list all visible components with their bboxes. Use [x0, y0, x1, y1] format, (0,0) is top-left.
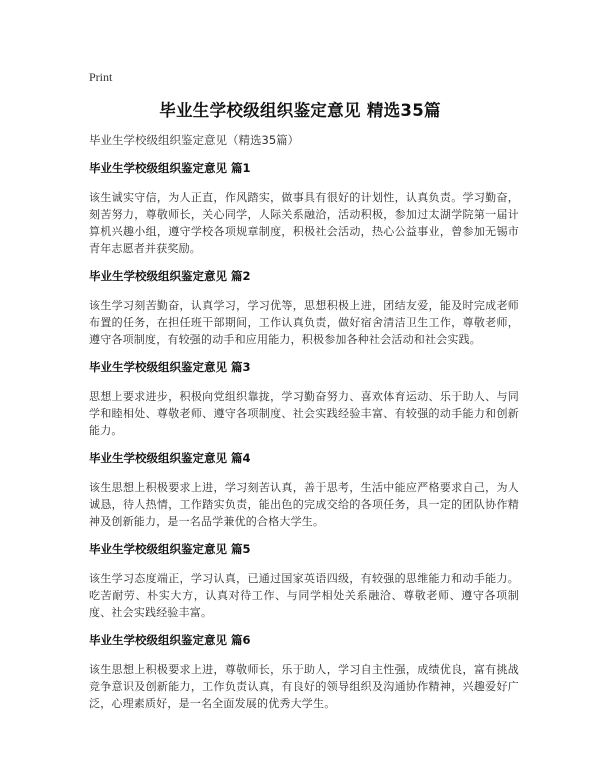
section-heading: 毕业生学校级组织鉴定意见 篇5 — [89, 542, 251, 556]
section-1 — [89, 160, 519, 257]
print-label[interactable]: Print — [89, 70, 113, 84]
section-body: 该生学习态度端正，学习认真，已通过国家英语四级，有较强的思维能力和动手能力。吃苦耐劳、朴实大方，认真对待工作、与同学相处关系融洽、尊敬老师、遵守各项制度、社会实践经验丰富。 — [89, 572, 519, 619]
section-3 — [89, 359, 519, 439]
section-body: 该生思想上积极要求上进，尊敬师长，乐于助人，学习自主性强，成绩优良，富有挑战竞争意识及创新能力，工作负责认真，有良好的领导组织及沟通协作精神，兴趣爱好广泛，心理素质好，是一名全面发展的优秀大学生。 — [89, 663, 519, 710]
section-body: 该生思想上积极要求上进，学习刻苦认真，善于思考，生活中能应严格要求自己，为人诚恳，待人热情，工作踏实负责，能出色的完成交给的各项任务，具一定的团队协作精神及创新能力，是一名品学兼优的合格大学生。 — [89, 481, 519, 528]
section-6 — [89, 632, 519, 712]
section-heading: 毕业生学校级组织鉴定意见 篇1 — [89, 161, 251, 175]
document-subtitle: 毕业生学校级组织鉴定意见（精选35篇） — [89, 133, 300, 147]
section-heading: 毕业生学校级组织鉴定意见 篇3 — [89, 360, 251, 374]
section-2 — [89, 268, 519, 348]
section-4 — [89, 450, 519, 530]
sections-list — [89, 160, 519, 723]
section-body: 思想上要求进步，积极向党组织靠拢，学习勤奋努力、喜欢体育运动、乐于助人、与同学和睦相处、尊敬老师、遵守各项制度、社会实践经验丰富、有较强的动手能力和创新能力。 — [89, 390, 519, 437]
section-heading: 毕业生学校级组织鉴定意见 篇4 — [89, 451, 251, 465]
section-heading: 毕业生学校级组织鉴定意见 篇2 — [89, 269, 251, 283]
section-5 — [89, 541, 519, 621]
document-title: 毕业生学校级组织鉴定意见 精选35篇 — [159, 101, 441, 120]
section-body: 该生诚实守信，为人正直，作风踏实，做事具有很好的计划性，认真负责。学习勤奋，刻苦努力，尊敬师长，关心同学，人际关系融洽，活动积极，参加过太湖学院第一届计算机兴趣小组，遵守学校各项规章制度，积极社会活动，热心公益事业，曾参加无锡市青年志愿者并获奖励。 — [89, 191, 519, 255]
section-body: 该生学习刻苦勤奋，认真学习，学习优等，思想积极上进，团结友爱，能及时完成老师布置的任务，在担任班干部期间，工作认真负责，做好宿舍清洁卫生工作，尊敬老师，遵守各项制度，有较强的动手和应用能力，积极参加各种社会活动和社会实践。 — [89, 299, 519, 346]
section-heading: 毕业生学校级组织鉴定意见 篇6 — [89, 633, 251, 647]
